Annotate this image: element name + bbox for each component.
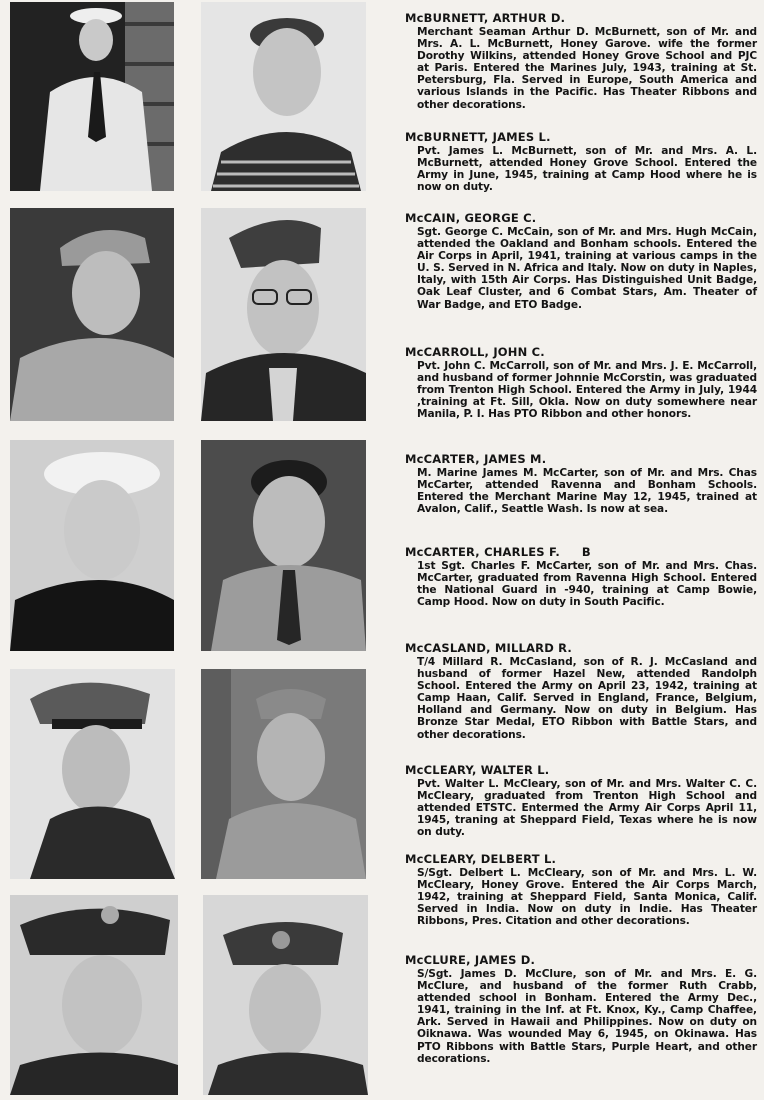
entry-text: Pvt. James L. McBurnett, son of Mr. and Mrs. A. L. McBurnett, attended Honey Grove School. Entered the Army in June, 1945, training at Camp Hood where he is now on duty. [417, 145, 757, 194]
photo-mccain-glasses [201, 208, 366, 421]
entry-text: Pvt. Walter L. McCleary, son of Mr. and Mrs. Walter C. C. McCleary, graduated from Trenton High School and attended ETSTC. Entermed the Army Air Corps April 11, 1945, traning at Sheppard Field, Texas where he is now on duty. [417, 778, 757, 839]
entry-text: S/Sgt. Delbert L. McCleary, son of Mr. and Mrs. L. W. McCleary, Honey Grove. Entered the Air Corps March, 1942, training at Sheppard Field, Santa Monica, Calif. Served in India. Now on duty in Indie. Has Theater Ribbons, Pres. Citation and other decorations. [417, 867, 757, 928]
portrait-figure-icon [201, 2, 366, 191]
photo-mccarter-james [10, 440, 174, 651]
entry-name: McBURNETT, ARTHUR D. [405, 11, 566, 25]
portrait-figure-icon [201, 669, 366, 879]
entry-mccleary-walter [405, 764, 757, 838]
photo-mcburnett-arthur [10, 2, 174, 191]
portrait-figure-icon [10, 2, 174, 191]
entry-name: McCAIN, GEORGE C. [405, 211, 537, 225]
entry-name: McCLEARY, DELBERT L. [405, 852, 557, 866]
entry-mcburnett-james [405, 131, 757, 193]
portrait-figure-icon [10, 669, 175, 879]
entry-mccarter-charles [405, 546, 757, 608]
entry-mccasland-millard [405, 642, 757, 741]
photo-mcclure-james [203, 895, 368, 1095]
entry-mccleary-delbert [405, 853, 757, 927]
portrait-figure-icon [203, 895, 368, 1095]
entry-text: 1st Sgt. Charles F. McCarter, son of Mr. and Mrs. Chas. McCarter, graduated from Ravenna High School. Entered the National Guard in -940, training at Camp Bowie, Camp Hood. Now on duty in South Pacific. [417, 560, 757, 609]
entry-text: Merchant Seaman Arthur D. McBurnett, son of Mr. and Mrs. A. L. McBurnett, Honey Garove. wife the former Dorothy Wilkins, attended Honey Grove School and PJC at Paris. Entered the Marines July, 1943, training at St. Petersburg, Fla. Served in Europe, South America and various Islands in the Pacific. Has Theater Ribbons and other decorations. [417, 26, 757, 111]
entry-name: McCARTER, JAMES M. [405, 452, 547, 466]
entry-mcclure-james [405, 954, 757, 1065]
portrait-figure-icon [10, 208, 174, 421]
photo-mccarter-charles [201, 440, 366, 651]
photo-mccain-george [10, 208, 174, 421]
photo-mccleary-walter [201, 669, 366, 879]
entry-name-text: McCARTER, CHARLES F. [405, 545, 560, 559]
photo-mcburnett-james [201, 2, 366, 191]
portrait-figure-icon [10, 440, 174, 651]
portrait-figure-icon [201, 440, 366, 651]
entry-name: McCLURE, JAMES D. [405, 953, 536, 967]
entry-name: McCLEARY, WALTER L. [405, 763, 550, 777]
entry-name-suffix: B [581, 545, 591, 559]
photo-mccasland-millard [10, 669, 175, 879]
entry-mccarter-james [405, 453, 757, 515]
portrait-figure-icon [201, 208, 366, 421]
entry-text: S/Sgt. James D. McClure, son of Mr. and Mrs. E. G. McClure, and husband of the former Ruth Crabb, attended school in Bonham. Entered the Army Dec., 1941, training in the Inf. at Ft. Knox, Ky., Camp Chaffee, Ark. Served in Hawaii and Philippines. Now on duty on Oiknawa. Was wounded May 6, 1945, on Okinawa. Has PTO Ribbons with Battle Stars, Purple Heart, and other decorations. [417, 968, 757, 1065]
entry-name: McCARROLL, JOHN C. [405, 345, 545, 359]
entry-text: Sgt. George C. McCain, son of Mr. and Mrs. Hugh McCain, attended the Oakland and Bonham schools. Entered the Air Corps in April, 1941, training at various camps in the U. S. Served in N. Africa and Italy. Now on duty in Naples, Italy, with 15th Air Corps. Has Distinguished Unit Badge, Oak Leaf Cluster, and 6 Combat Stars, Am. Theater of War Badge, and ETO Badge. [417, 226, 757, 311]
entry-mccain-george [405, 212, 757, 311]
portrait-figure-icon [10, 895, 178, 1095]
entry-mccarroll-john [405, 346, 757, 420]
entry-name: McCASLAND, MILLARD R. [405, 641, 572, 655]
entry-text: M. Marine James M. McCarter, son of Mr. and Mrs. Chas McCarter, attended Ravenna and Bonham Schools. Entered the Merchant Marine May 12, 1945, trained at Avalon, Calif., Seattle Wash. Is now at sea. [417, 467, 757, 516]
entry-name: McBURNETT, JAMES L. [405, 130, 551, 144]
entry-name [405, 546, 757, 559]
entry-text: T/4 Millard R. McCasland, son of R. J. McCasland and husband of former Hazel New, attended Randolph School. Entered the Army on April 23, 1942, training at Camp Haan, Calif. Served in England, France, Belgium, Holland and Germany. Now on duty in Belgium. Has Bronze Star Medal, ETO Ribbon with Battle Stars, and other decorations. [417, 656, 757, 741]
entry-mcburnett-arthur [405, 12, 757, 111]
photo-mccleary-delbert [10, 895, 178, 1095]
entry-text: Pvt. John C. McCarroll, son of Mr. and Mrs. J. E. McCarroll, and husband of former Johnnie McCorstin, was graduated from Trenton High School. Entered the Army in July, 1944 ,training at Ft. Sill, Okla. Now on duty somewhere near Manila, P. I. Has PTO Ribbon and other honors. [417, 360, 758, 421]
